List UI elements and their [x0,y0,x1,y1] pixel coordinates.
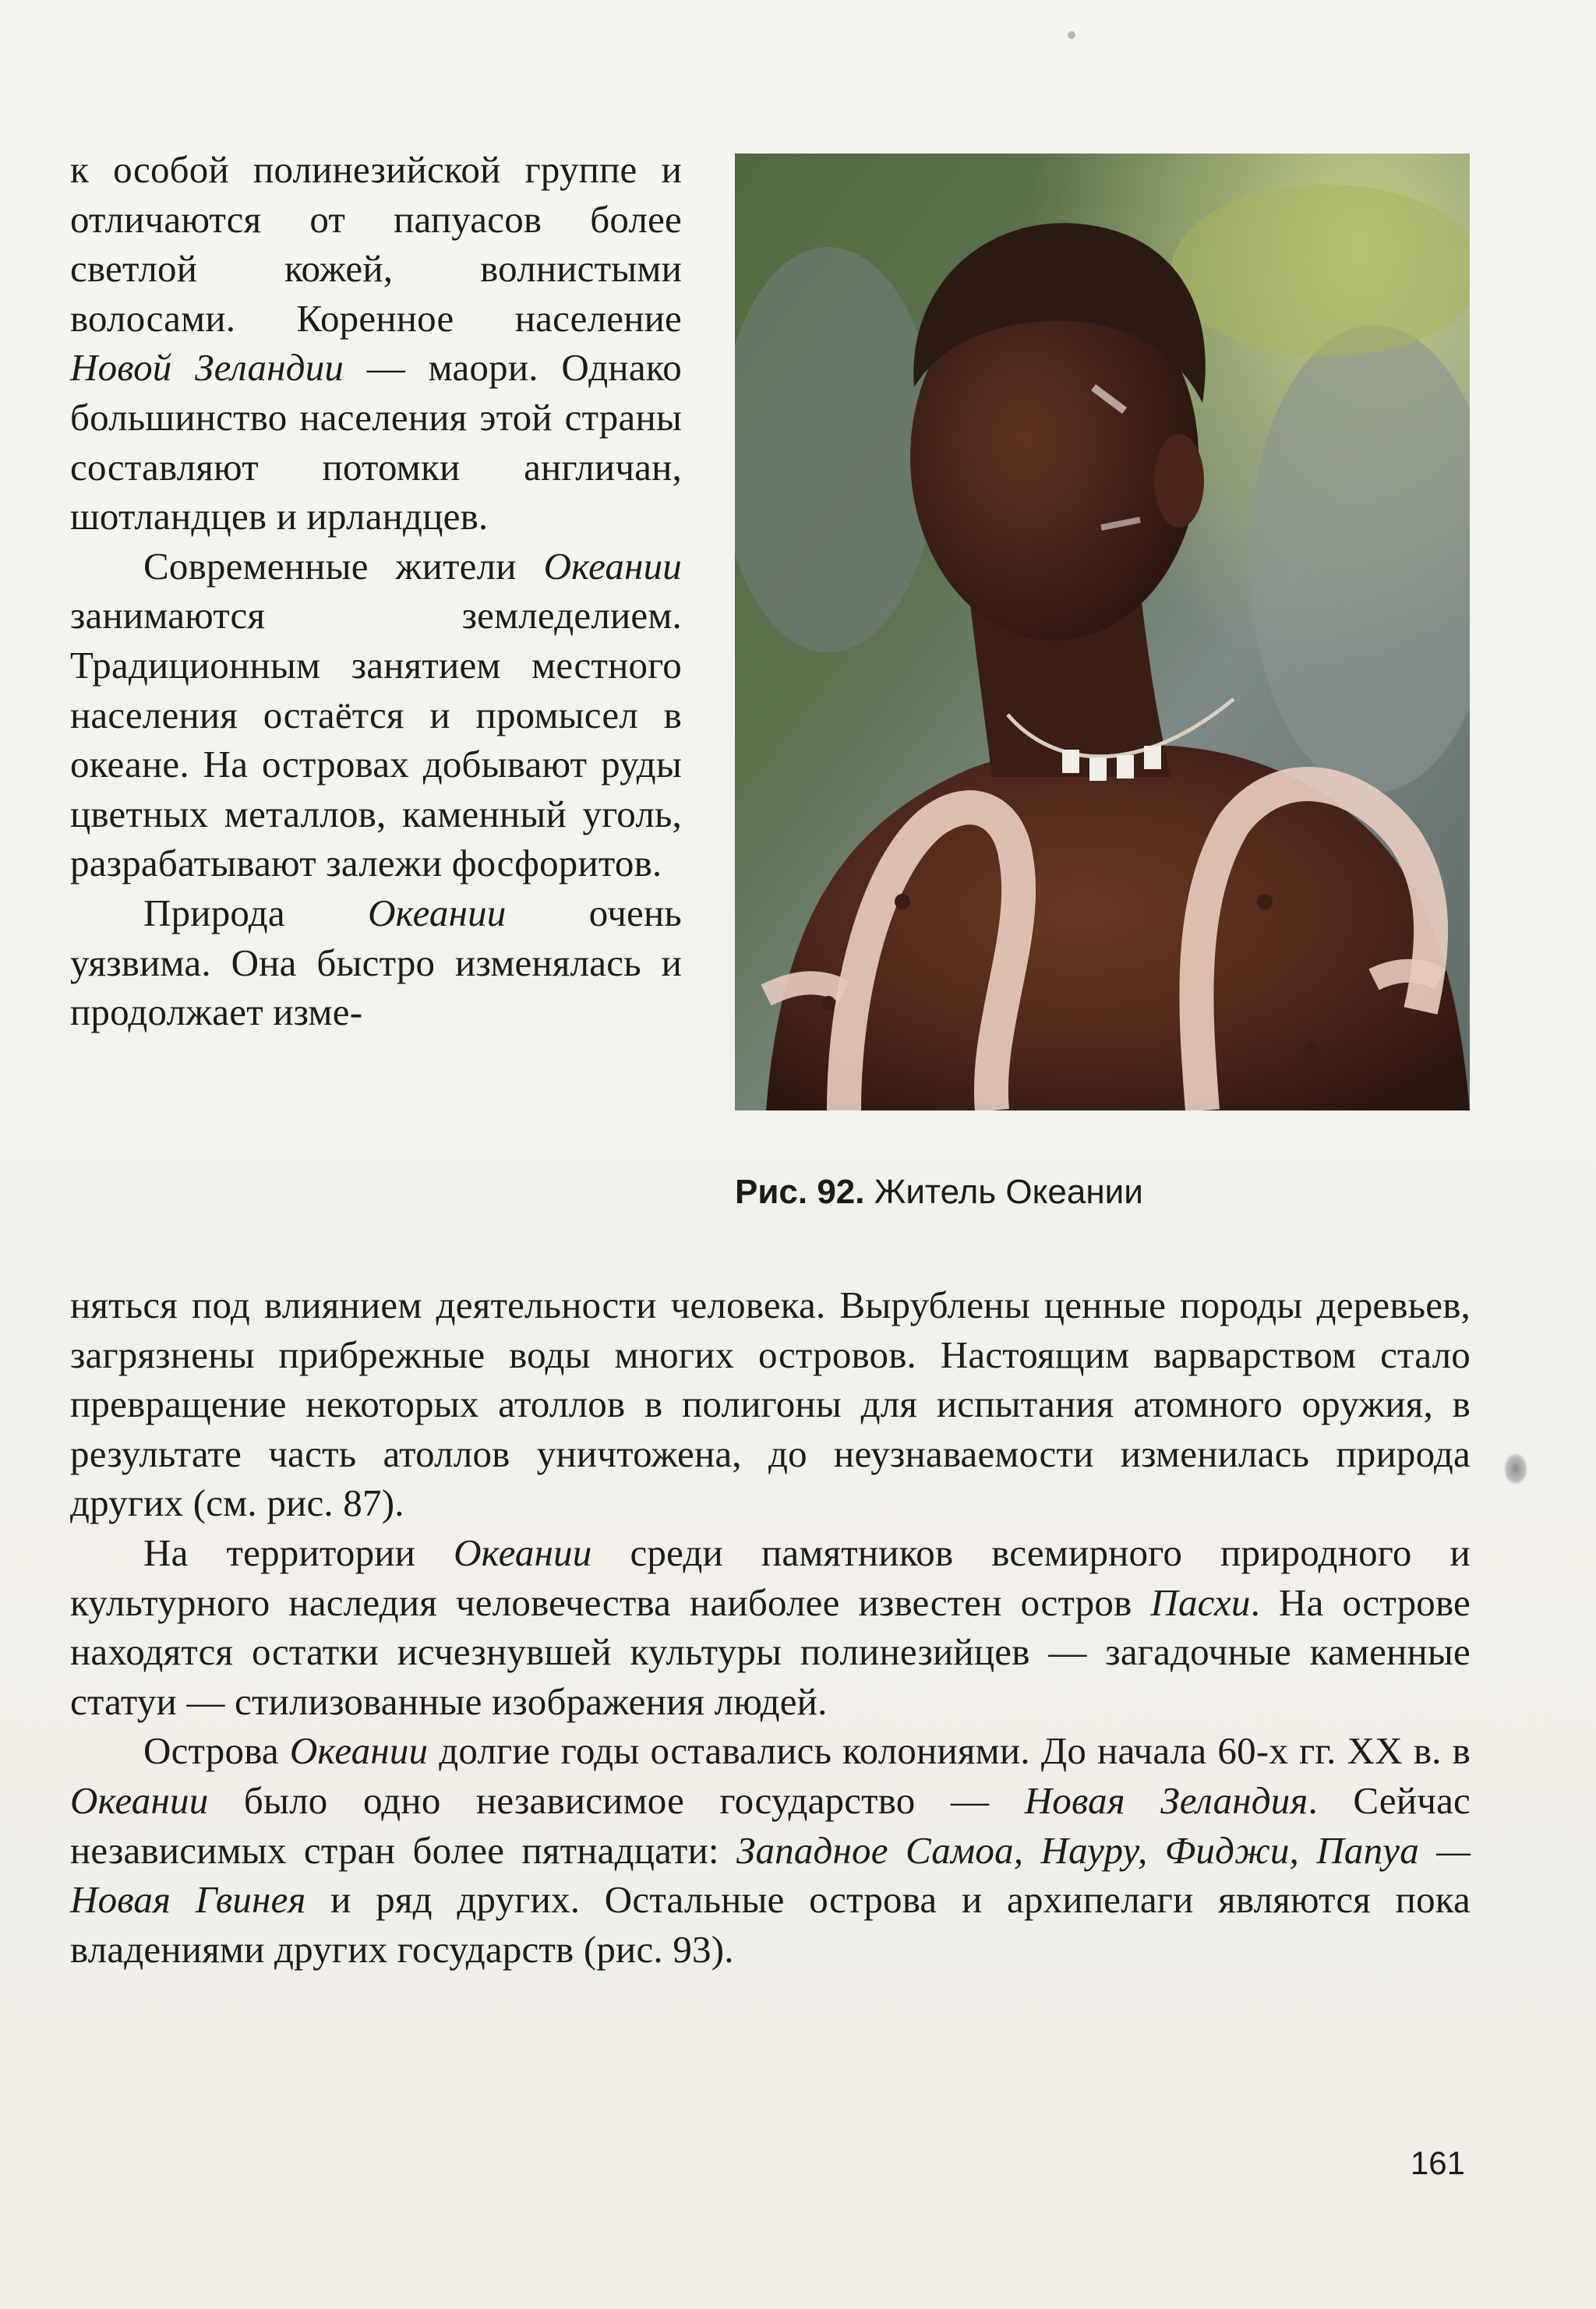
paragraph-5-head: Острова [143,1729,290,1773]
place-new-zealand: Новая Зеландия [1024,1778,1308,1822]
paragraph-1-tail: — маори. Однако большинство населения этой страны составляют потомки англичан, шотландцев и ирландцев. [70,346,682,538]
narrow-text-column [70,145,682,1037]
paragraph-4-tail: . На острове находятся остатки исчезнувшей культуры полинезийцев — загадочные каменные статуи — стилизованные изображения людей. [70,1580,1471,1723]
place-oceania: Океании [368,891,507,934]
place-oceania: Океании [70,1778,209,1822]
paragraph-4-mid: среди памятников всемирного природного и культурного наследия человечества наиболее известен остров [70,1531,1471,1624]
place-oceania: Океании [454,1531,592,1574]
place-easter-island: Пасхи [1150,1580,1251,1624]
paragraph-4-head: На территории [143,1531,454,1574]
paragraph-3-cont-text: няться под влиянием деятельности человека. Вырублены ценные породы деревьев, загрязнены прибрежные воды многих островов. Настоящим варварством стало превращение некоторых атоллов в полигоны для испытания атомного оружия, в результате часть атоллов уничтожена, до неузнаваемости изменилась природа других (см. рис. 87). [70,1283,1471,1525]
paragraph-5 [70,1726,1471,1974]
binding-mark [1504,1453,1527,1485]
paragraph-2-head: Современные жители [143,544,544,588]
scan-speck [1068,31,1075,39]
paragraph-5-mid2: было одно независимое государство — [208,1778,1025,1822]
paragraph-3 [70,888,682,1037]
paragraph-3-tail: очень уязвима. Она быстро изменялась и продолжает изме- [70,891,682,1034]
paragraph-3-continued [70,1280,1471,1528]
caption-text: Житель Океании [864,1173,1143,1211]
portrait-photo-icon [735,154,1470,1110]
paragraph-2-tail: занимаются земледелием. Традиционным занятием местного населения остаётся и промысел в океане. На островах добывают руды цветных металлов, каменный уголь, разрабатывают залежи фосфоритов. [70,594,682,885]
paragraph-2 [70,542,682,888]
paragraph-5-mid3: . Сейчас независимых стран более пятнадцати: [70,1778,1471,1872]
country-list: Западное Самоа, Науру, Фиджи, Папуа — Новая Гвинея [70,1828,1471,1922]
paragraph-1-text: к особой полинезийской группе и отличаются от папуасов более светлой кожей, волнистыми волосами. Коренное население [70,148,682,340]
place-oceania: Океании [289,1729,429,1773]
figure-caption [735,1173,1143,1212]
paragraph-3-head: Природа [143,891,369,934]
paragraph-5-mid1: долгие годы оставались колониями. До начала 60-х гг. XX в. в [428,1729,1471,1773]
paragraph-4 [70,1528,1471,1726]
place-new-zealand: Новой Зеландии [70,346,344,390]
caption-label: Рис. 92. [735,1173,865,1211]
place-oceania: Океании [543,544,682,588]
figure-92-photo [735,154,1470,1110]
page-number: 161 [1410,2145,1465,2181]
paragraph-1 [70,145,682,542]
paragraph-5-tail: и ряд других. Остальные острова и архипелаги являются пока владениями других государств (рис. 93). [70,1878,1471,1971]
full-width-text [70,1280,1471,1974]
